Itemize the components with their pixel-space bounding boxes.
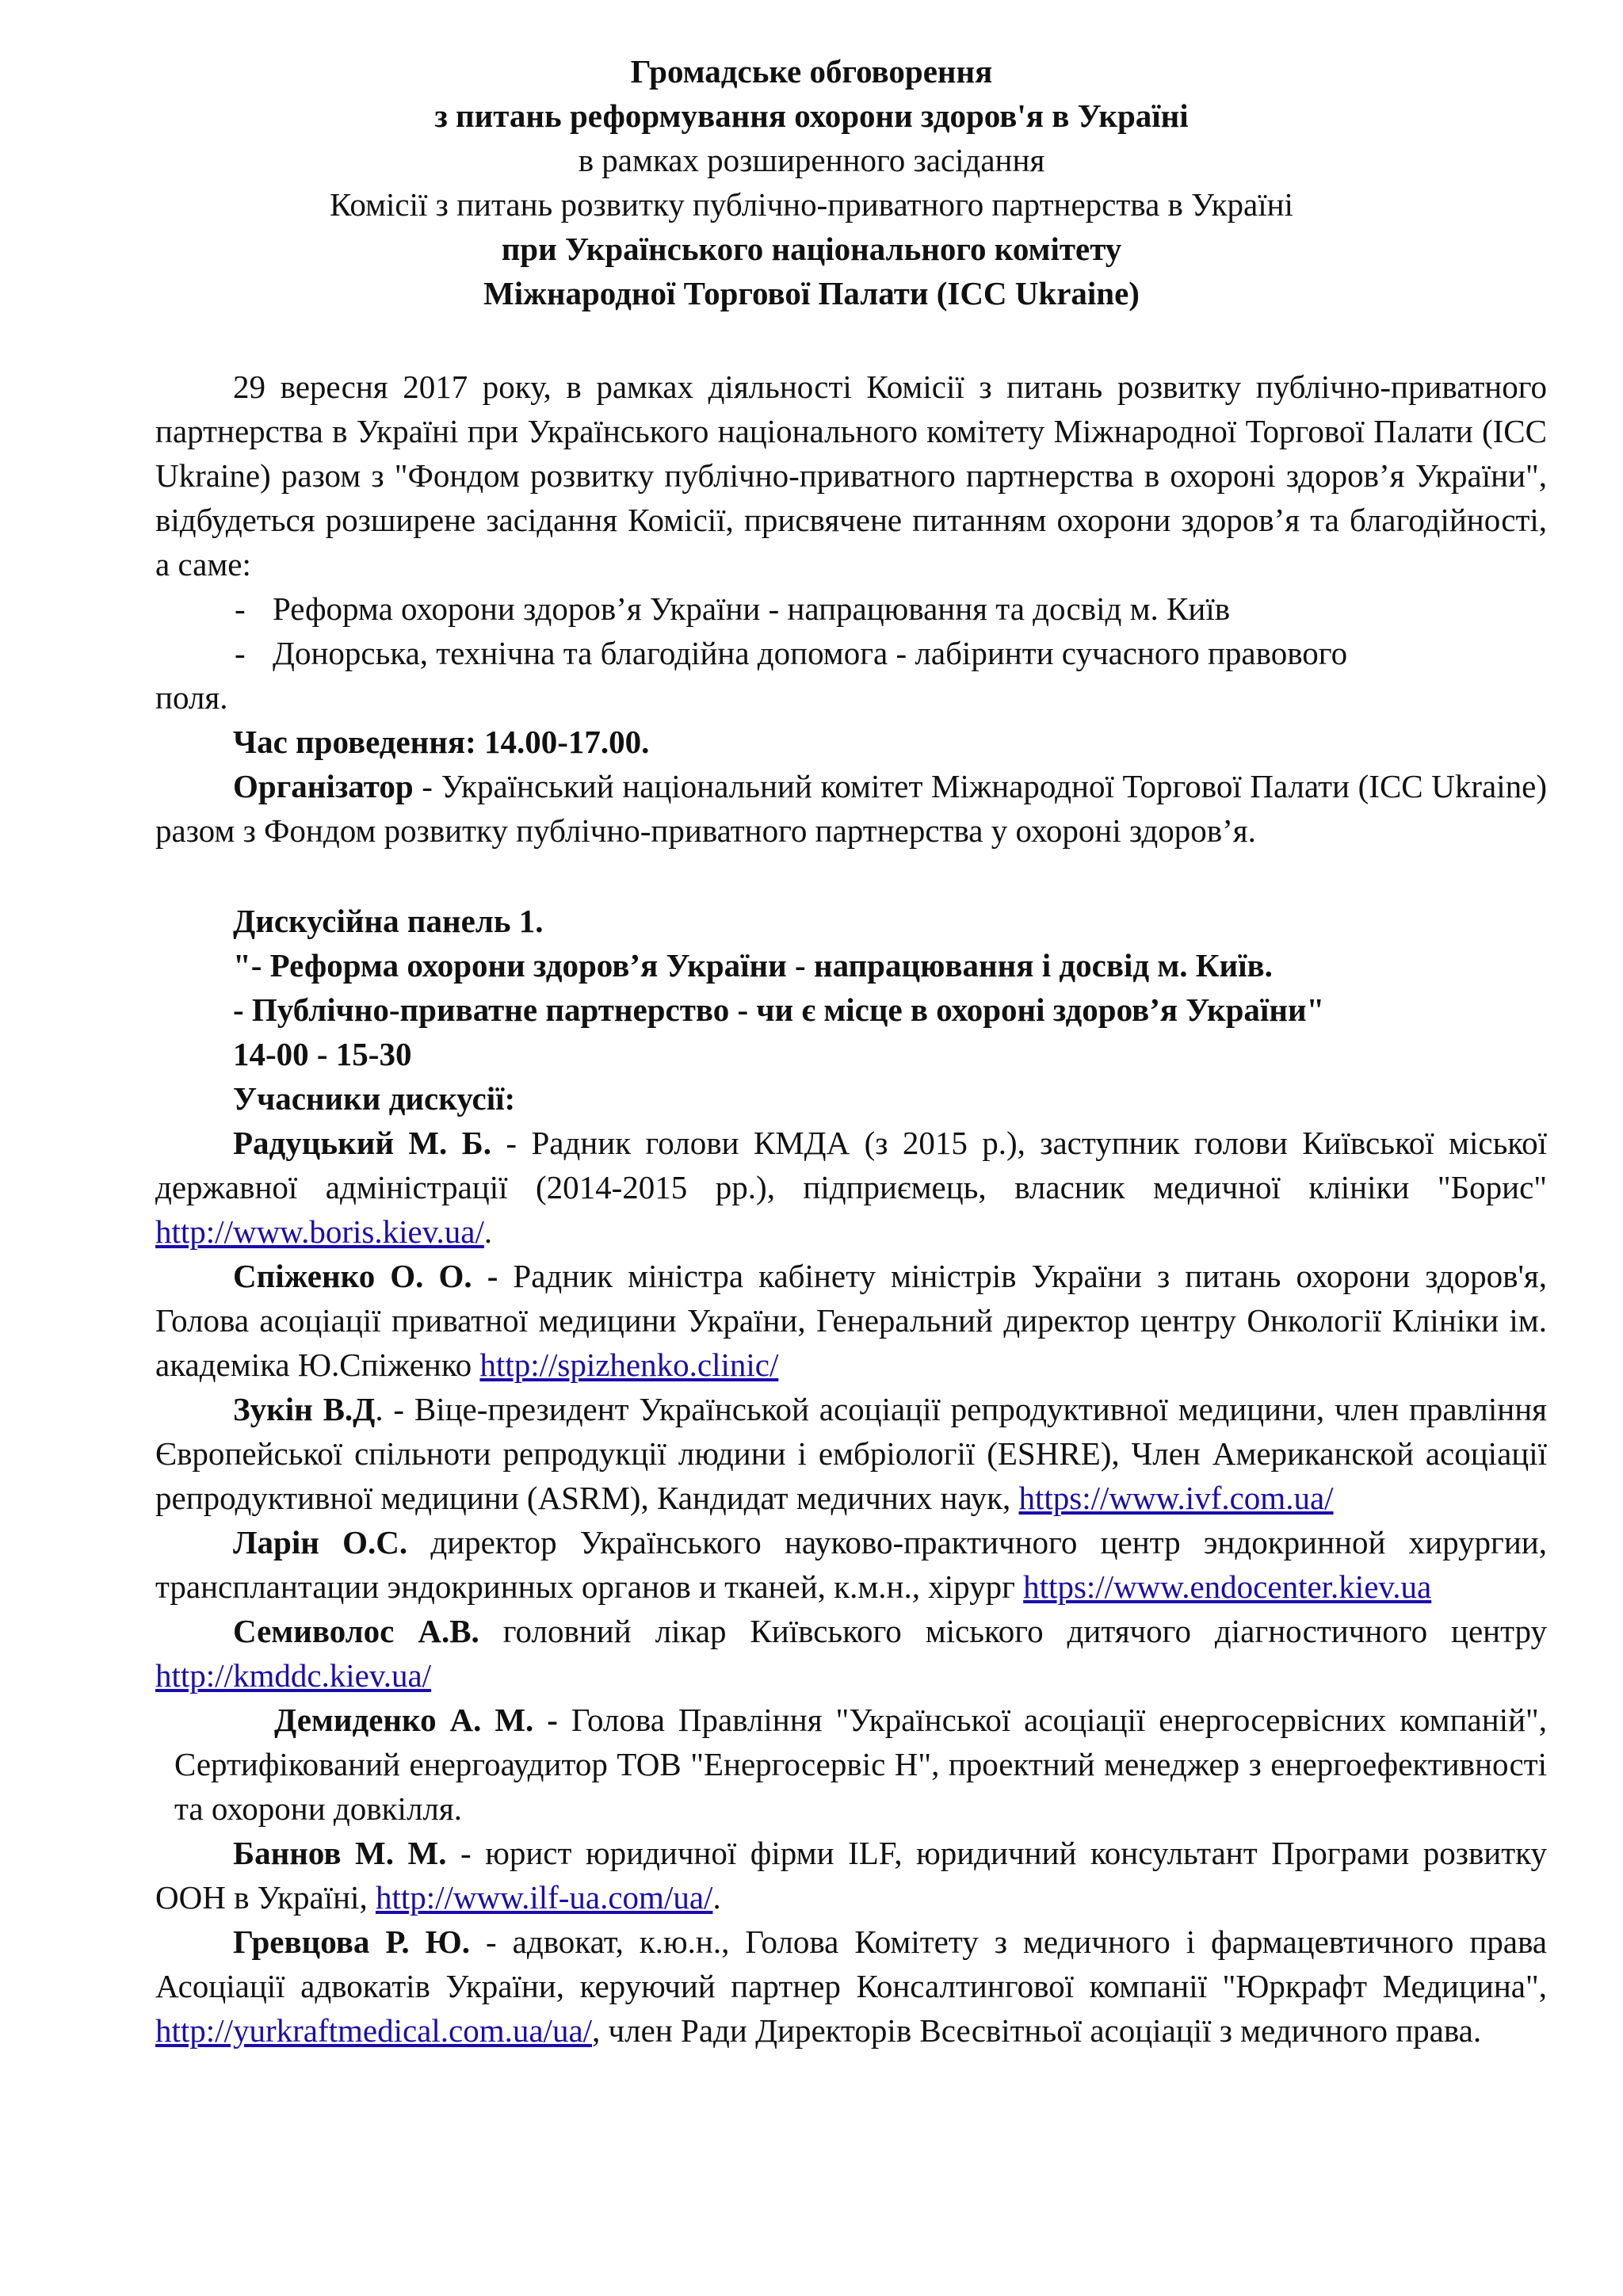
participant-link[interactable]: https://www.ivf.com.ua/ [1018,1480,1334,1516]
participant-name: Демиденко А. М. - [274,1702,558,1738]
time-paragraph [155,720,1547,764]
participant-name: Зукін В.Д [233,1391,376,1427]
participant-desc: - адвокат, к.ю.н., Голова Комітету з медичного і фармацевтичного права Асоціації адвокатів України, керуючий партнер Консалтингової компанії "Юркрафт Медицина", [155,1924,1547,2004]
header-line-6: Міжнародної Торгової Палати (ICC Ukraine) [483,275,1140,311]
header-title: Громадське обговорення [630,53,993,90]
participant-after: , член Ради Директорів Всесвітньої асоціації з медичного права. [592,2012,1482,2049]
participant-item [155,1520,1547,1609]
panel-title-text: Дискусійна панель 1. [233,903,544,939]
participant-link[interactable]: http://www.ilf-ua.com/ua/ [375,1879,713,1916]
organizer-label: Організатор [233,768,414,804]
participant-desc: Голова Правління "Української асоціації енергосервісних компаній", Сертифікований енергоаудитор ТОВ "Енергосервіс Н", проектний менеджер з енергоефективності та охорони довкілля. [174,1702,1548,1827]
participant-item [155,1831,1547,1920]
bullet-text-2-cont: поля. [155,679,228,716]
organizer-text: - Український національний комітет Міжнародної Торгової Палати (ICC Ukraine) разом з Фондом розвитку публічно-приватного партнерства у охороні здоров’я. [155,768,1547,849]
bullet-item-1 [155,586,1547,631]
participant-item [155,1387,1547,1520]
participant-item [155,1254,1547,1387]
intro-text: 29 вересня 2017 року, в рамках діяльності Комісії з питань розвитку публічно-приватного партнерства в Україні при Українського національного комітету Міжнародної Торгової Палати (ICC Ukraine) разом з "Фондом розвитку публічно-приватного партнерства в охороні здоров’я України", відбудеться розширене засідання Комісії, присвячене питанням охорони здоров’я та благодійності, а саме: [155,369,1547,583]
header-subtitle: з питань реформування охорони здоров'я в Україні [434,97,1189,134]
participant-desc: директор Українського науково-практичного центр эндокринной хирургии, трансплантации эндокринных органов и тканей, к.м.н., хірург [155,1524,1547,1605]
participants-label-text: Учасники дискусії: [233,1080,516,1117]
participant-after: . [712,1879,721,1916]
panel-title [155,899,1547,943]
participant-item [155,1121,1547,1254]
participant-after: . [483,1213,493,1250]
document-body [155,365,1547,2053]
header-line-3: в рамках розширенного засідання [578,142,1045,178]
panel-topic-2-text: - Публічно-приватне партнерство - чи є місце в охороні здоров’я України" [233,991,1325,1028]
participant-desc: . - Віце-президент Українськой асоціації репродуктивної медицини, член правління Європейської спільноти репродукції людини і ембріології (ESHRE), Член Американской асоціації репродуктивної медицини (ASRM), Кандидат медичних наук, [155,1391,1548,1516]
participant-name: Семиволос А.В. [233,1613,479,1649]
header-line-5: при Українського національного комітету [501,231,1122,267]
document-header [127,49,1496,315]
participant-link[interactable]: https://www.endocenter.kiev.ua [1023,1568,1432,1605]
participants-label [155,1076,1547,1121]
intro-paragraph [155,365,1547,586]
participant-link[interactable]: http://www.boris.kiev.ua/ [155,1213,484,1250]
panel-time [155,1032,1547,1076]
participant-name: Гревцова Р. Ю. [233,1924,470,1960]
participant-desc: Радник міністра кабінету міністрів України з питань охорони здоров'я, Голова асоціації приватної медицини України, Генеральний директор центру Онкології Клініки ім. академіка Ю.Спіженко [155,1258,1547,1383]
event-time: Час проведення: 14.00-17.00. [233,724,650,760]
participant-link[interactable]: http://yurkraftmedical.com.ua/ua/ [155,2012,593,2049]
participant-link[interactable]: http://kmddc.kiev.ua/ [155,1657,432,1694]
participant-item [155,1609,1547,1698]
bullet-text-1: Реформа охорони здоров’я України - напрацювання та досвід м. Київ [273,590,1231,627]
spacer [155,853,1547,899]
panel-topic-2 [155,988,1547,1032]
bullet-item-2-cont [155,675,1547,720]
organizer-paragraph [155,764,1547,853]
participant-desc: головний лікар Київського міського дитячого діагностичного центру [479,1613,1547,1649]
participant-name: Баннов М. М. [233,1835,447,1871]
bullet-text-2: Донорська, технічна та благодійна допомога - лабіринти сучасного правового [273,635,1348,671]
participant-link[interactable]: http://spizhenko.clinic/ [479,1347,779,1383]
participant-name: Радуцький М. Б. [233,1125,492,1161]
participant-name: Ларін О.С. [233,1524,408,1561]
panel-topic-1-text: "- Реформа охорони здоров’я України - напрацювання і досвід м. Київ. [233,947,1273,984]
participant-item [155,1920,1547,2053]
participant-name: Спіженко О. О. - [233,1258,498,1294]
header-line-4: Комісії з питань розвитку публічно-приватного партнерства в Україні [330,186,1293,223]
panel-topic-1 [155,943,1547,988]
panel-time-text: 14-00 - 15-30 [233,1036,412,1072]
bullet-marker: - [235,590,246,627]
participant-item [174,1698,1547,1831]
participant-desc: - юрист юридичної фірми ILF, юридичний консультант Програми розвитку ООН в Україні, [155,1835,1548,1916]
participant-desc: - Радник голови КМДА (з 2015 р.), заступник голови Київської міської державної адміністрації (2014-2015 рр.), підприємець, власник медичної клініки "Борис" [155,1125,1548,1205]
bullet-marker: - [235,635,246,671]
bullet-item-2 [155,631,1547,675]
